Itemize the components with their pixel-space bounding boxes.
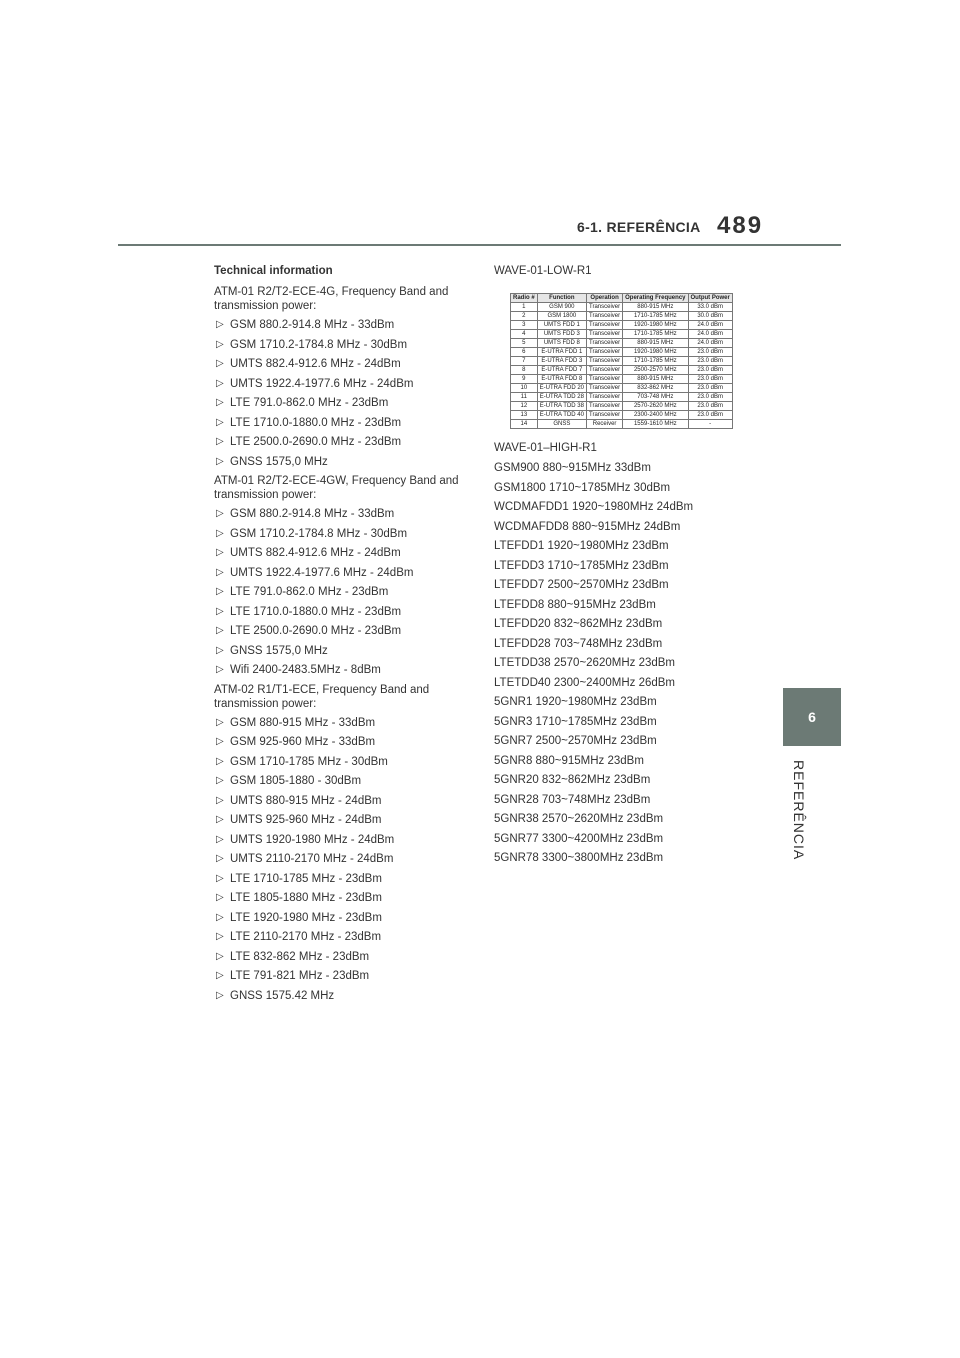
list-item bbox=[214, 338, 474, 352]
triangle-bullet-icon: ▷ bbox=[216, 970, 224, 981]
list-item-text: LTE 1710-1785 MHz - 23dBm bbox=[230, 872, 382, 885]
triangle-bullet-icon: ▷ bbox=[216, 436, 224, 447]
list-item: 5GNR8 880~915MHz 23dBm bbox=[494, 754, 644, 767]
table-row bbox=[511, 339, 733, 348]
list-item bbox=[214, 950, 474, 964]
wave-high-title: WAVE-01–HIGH-R1 bbox=[494, 442, 597, 454]
list-item bbox=[214, 507, 474, 521]
table-cell: 4 bbox=[511, 330, 538, 339]
page-header bbox=[0, 0, 960, 260]
table-cell: 13 bbox=[511, 411, 538, 420]
table-cell: 2 bbox=[511, 312, 538, 321]
table-row bbox=[511, 303, 733, 312]
list-item bbox=[214, 318, 474, 332]
triangle-bullet-icon: ▷ bbox=[216, 716, 224, 728]
triangle-bullet-icon: ▷ bbox=[216, 872, 224, 884]
table-cell: Transceiver bbox=[587, 339, 623, 348]
table-cell: 33.0 dBm bbox=[688, 303, 732, 312]
list-item bbox=[214, 891, 474, 905]
list-item-text: LTE 1710.0-1880.0 MHz - 23dBm bbox=[230, 416, 402, 429]
table-cell: 10 bbox=[511, 384, 538, 393]
table-cell: Transceiver bbox=[587, 312, 623, 321]
list-item-text: UMTS 1922.4-1977.6 MHz - 24dBm bbox=[230, 566, 414, 579]
header-rule bbox=[118, 244, 841, 246]
list-item-text: GNSS 1575.42 MHz bbox=[230, 989, 335, 1002]
section-title: 6-1. REFERÊNCIA bbox=[577, 219, 701, 235]
list-item bbox=[214, 930, 474, 944]
triangle-bullet-icon: ▷ bbox=[216, 586, 224, 597]
table-cell: 23.0 dBm bbox=[688, 402, 732, 411]
triangle-bullet-icon: ▷ bbox=[216, 547, 224, 558]
table-cell: 23.0 dBm bbox=[688, 348, 732, 357]
table-cell: 2500-2570 MHz bbox=[623, 366, 688, 375]
table-cell: 24.0 dBm bbox=[688, 330, 732, 339]
triangle-bullet-icon: ▷ bbox=[216, 931, 224, 942]
list-item: GSM1800 1710~1785MHz 30dBm bbox=[494, 481, 671, 494]
list-item: LTEFDD28 703~748MHz 23dBm bbox=[494, 637, 663, 650]
table-cell: UMTS FDD 1 bbox=[537, 321, 586, 330]
list-item-text: LTE 1710.0-1880.0 MHz - 23dBm bbox=[230, 605, 402, 618]
list-item: LTEFDD1 1920~1980MHz 23dBm bbox=[494, 540, 669, 552]
list-item bbox=[214, 716, 474, 730]
list-item-text: LTE 791-821 MHz - 23dBm bbox=[230, 970, 370, 982]
list-item bbox=[214, 377, 474, 391]
table-cell: Transceiver bbox=[587, 402, 623, 411]
table-row bbox=[511, 321, 733, 330]
triangle-bullet-icon: ▷ bbox=[216, 377, 224, 389]
table-cell: Transceiver bbox=[587, 348, 623, 357]
wave-high-list bbox=[494, 461, 764, 865]
list-item-text: LTE 2110-2170 MHz - 23dBm bbox=[230, 931, 382, 943]
list-item: LTETDD38 2570~2620MHz 23dBm bbox=[494, 657, 676, 669]
table-cell: - bbox=[688, 420, 732, 429]
table-cell: GSM 1800 bbox=[537, 312, 586, 321]
list-item-text: GSM 1710.2-1784.8 MHz - 30dBm bbox=[230, 527, 408, 540]
list-item-text: LTE 2500.0-2690.0 MHz - 23dBm bbox=[230, 625, 402, 637]
table-header-cell: Operating Frequency bbox=[623, 294, 688, 303]
wave-low-title: WAVE-01-LOW-R1 bbox=[494, 265, 592, 277]
left-column bbox=[214, 264, 474, 1008]
list-item-text: GSM 880.2-914.8 MHz - 33dBm bbox=[230, 508, 395, 520]
list-item: LTEFDD20 832~862MHz 23dBm bbox=[494, 618, 663, 630]
table-cell: GNSS bbox=[537, 420, 586, 429]
table-cell: Transceiver bbox=[587, 375, 623, 384]
table-row bbox=[511, 420, 733, 429]
table-cell: UMTS FDD 3 bbox=[537, 330, 586, 339]
table-cell: Transceiver bbox=[587, 357, 623, 366]
list-item-text: UMTS 1920-1980 MHz - 24dBm bbox=[230, 833, 395, 846]
group-intro: ATM-01 R2/T2-ECE-4GW, Frequency Band and transmission power: bbox=[214, 475, 459, 501]
list-item bbox=[214, 546, 474, 560]
table-cell: Transceiver bbox=[587, 366, 623, 375]
list-item-text: UMTS 880-915 MHz - 24dBm bbox=[230, 794, 382, 807]
list-item-text: LTE 1805-1880 MHz - 23dBm bbox=[230, 892, 382, 904]
list-item-text: LTE 832-862 MHz - 23dBm bbox=[230, 950, 370, 963]
table-row bbox=[511, 366, 733, 375]
list-item-text: LTE 791.0-862.0 MHz - 23dBm bbox=[230, 397, 389, 409]
table-cell: 880-915 MHz bbox=[623, 303, 688, 312]
triangle-bullet-icon: ▷ bbox=[216, 892, 224, 903]
table-cell: 23.0 dBm bbox=[688, 357, 732, 366]
table-header-cell: Radio # bbox=[511, 294, 538, 303]
table-row bbox=[511, 393, 733, 402]
list-item: 5GNR38 2570~2620MHz 23dBm bbox=[494, 813, 664, 825]
triangle-bullet-icon: ▷ bbox=[216, 755, 224, 767]
table-cell: 3 bbox=[511, 321, 538, 330]
table-cell: 1710-1785 MHz bbox=[623, 330, 688, 339]
band-list bbox=[214, 716, 474, 1003]
triangle-bullet-icon: ▷ bbox=[216, 338, 224, 350]
list-item: 5GNR77 3300~4200MHz 23dBm bbox=[494, 832, 664, 845]
table-cell: 5 bbox=[511, 339, 538, 348]
triangle-bullet-icon: ▷ bbox=[216, 358, 224, 369]
triangle-bullet-icon: ▷ bbox=[216, 319, 224, 330]
list-item: 5GNR78 3300~3800MHz 23dBm bbox=[494, 852, 664, 864]
table-cell: 703-748 MHz bbox=[623, 393, 688, 402]
list-item: 5GNR28 703~748MHz 23dBm bbox=[494, 793, 651, 806]
page-number: 489 bbox=[717, 212, 764, 239]
triangle-bullet-icon: ▷ bbox=[216, 416, 224, 428]
table-cell: E-UTRA FDD 20 bbox=[537, 384, 586, 393]
table-cell: 23.0 dBm bbox=[688, 375, 732, 384]
table-cell: 2570-2620 MHz bbox=[623, 402, 688, 411]
table-cell: 832-862 MHz bbox=[623, 384, 688, 393]
table-cell: 23.0 dBm bbox=[688, 384, 732, 393]
list-item-text: GSM 1710.2-1784.8 MHz - 30dBm bbox=[230, 338, 408, 351]
table-cell: 1920-1980 MHz bbox=[623, 348, 688, 357]
table-row bbox=[511, 357, 733, 366]
list-item bbox=[214, 416, 474, 430]
list-item: LTEFDD7 2500~2570MHz 23dBm bbox=[494, 579, 669, 591]
list-item-text: UMTS 882.4-912.6 MHz - 24dBm bbox=[230, 358, 401, 370]
triangle-bullet-icon: ▷ bbox=[216, 625, 224, 636]
table-cell: 12 bbox=[511, 402, 538, 411]
table-cell: 24.0 dBm bbox=[688, 339, 732, 348]
triangle-bullet-icon: ▷ bbox=[216, 989, 224, 1001]
list-item-text: LTE 791.0-862.0 MHz - 23dBm bbox=[230, 586, 389, 598]
table-header-cell: Operation bbox=[587, 294, 623, 303]
list-item bbox=[214, 852, 474, 866]
table-cell: 1710-1785 MHz bbox=[623, 312, 688, 321]
list-item: LTEFDD8 880~915MHz 23dBm bbox=[494, 598, 656, 611]
table-cell: 14 bbox=[511, 420, 538, 429]
radio-table-header bbox=[511, 294, 733, 303]
list-item bbox=[214, 435, 474, 449]
list-item-text: GSM 880.2-914.8 MHz - 33dBm bbox=[230, 319, 395, 331]
table-row bbox=[511, 402, 733, 411]
list-item: 5GNR3 1710~1785MHz 23dBm bbox=[494, 715, 657, 728]
table-cell: E-UTRA TDD 40 bbox=[537, 411, 586, 420]
list-item bbox=[214, 794, 474, 808]
table-cell: 2300-2400 MHz bbox=[623, 411, 688, 420]
list-item-text: UMTS 882.4-912.6 MHz - 24dBm bbox=[230, 547, 401, 559]
list-item-text: GSM 1805-1880 - 30dBm bbox=[230, 775, 362, 787]
triangle-bullet-icon: ▷ bbox=[216, 853, 224, 864]
table-cell: E-UTRA FDD 1 bbox=[537, 348, 586, 357]
triangle-bullet-icon: ▷ bbox=[216, 833, 224, 845]
list-item bbox=[214, 989, 474, 1003]
table-row bbox=[511, 384, 733, 393]
list-item: LTETDD40 2300~2400MHz 26dBm bbox=[494, 676, 676, 689]
table-header-cell: Output Power bbox=[688, 294, 732, 303]
table-row bbox=[511, 348, 733, 357]
band-list bbox=[214, 318, 474, 469]
table-cell: 880-915 MHz bbox=[623, 375, 688, 384]
radio-table bbox=[510, 293, 733, 429]
table-row bbox=[511, 330, 733, 339]
table-cell: E-UTRA TDD 28 bbox=[537, 393, 586, 402]
list-item: GSM900 880~915MHz 33dBm bbox=[494, 462, 651, 474]
list-item: 5GNR7 2500~2570MHz 23dBm bbox=[494, 735, 657, 747]
list-item bbox=[214, 911, 474, 925]
table-cell: GSM 900 bbox=[537, 303, 586, 312]
chapter-tab: 6 bbox=[783, 688, 841, 746]
table-cell: 23.0 dBm bbox=[688, 393, 732, 402]
table-cell: 880-915 MHz bbox=[623, 339, 688, 348]
table-cell: Receiver bbox=[587, 420, 623, 429]
left-groups bbox=[214, 285, 474, 1003]
list-item-text: UMTS 925-960 MHz - 24dBm bbox=[230, 814, 382, 826]
list-item bbox=[214, 735, 474, 749]
triangle-bullet-icon: ▷ bbox=[216, 527, 224, 539]
table-cell: Transceiver bbox=[587, 303, 623, 312]
table-cell: E-UTRA FDD 7 bbox=[537, 366, 586, 375]
list-item bbox=[214, 969, 474, 983]
triangle-bullet-icon: ▷ bbox=[216, 566, 224, 578]
list-item bbox=[214, 774, 474, 788]
table-cell: 11 bbox=[511, 393, 538, 402]
table-cell: Transceiver bbox=[587, 393, 623, 402]
technical-info-heading: Technical information bbox=[214, 265, 333, 277]
list-item-text: Wifi 2400-2483.5MHz - 8dBm bbox=[230, 664, 381, 676]
group-intro: ATM-02 R1/T1-ECE, Frequency Band and transmission power: bbox=[214, 683, 430, 710]
list-item bbox=[214, 605, 474, 619]
triangle-bullet-icon: ▷ bbox=[216, 455, 224, 467]
table-cell: 9 bbox=[511, 375, 538, 384]
triangle-bullet-icon: ▷ bbox=[216, 794, 224, 806]
table-cell: UMTS FDD 8 bbox=[537, 339, 586, 348]
list-item bbox=[214, 644, 474, 658]
table-cell: Transceiver bbox=[587, 384, 623, 393]
table-row bbox=[511, 411, 733, 420]
list-item bbox=[214, 663, 474, 677]
list-item bbox=[214, 396, 474, 410]
triangle-bullet-icon: ▷ bbox=[216, 911, 224, 923]
list-item: WCDMAFDD1 1920~1980MHz 24dBm bbox=[494, 501, 694, 513]
list-item-text: LTE 1920-1980 MHz - 23dBm bbox=[230, 911, 382, 924]
table-row bbox=[511, 312, 733, 321]
triangle-bullet-icon: ▷ bbox=[216, 736, 224, 747]
table-cell: 24.0 dBm bbox=[688, 321, 732, 330]
list-item bbox=[214, 455, 474, 469]
band-list bbox=[214, 507, 474, 677]
table-cell: 1920-1980 MHz bbox=[623, 321, 688, 330]
list-item: 5GNR20 832~862MHz 23dBm bbox=[494, 774, 651, 786]
triangle-bullet-icon: ▷ bbox=[216, 775, 224, 786]
table-cell: 23.0 dBm bbox=[688, 411, 732, 420]
triangle-bullet-icon: ▷ bbox=[216, 664, 224, 675]
list-item-text: GNSS 1575,0 MHz bbox=[230, 455, 328, 468]
list-item-text: UMTS 1922.4-1977.6 MHz - 24dBm bbox=[230, 377, 414, 390]
triangle-bullet-icon: ▷ bbox=[216, 397, 224, 408]
list-item bbox=[214, 813, 474, 827]
table-header-cell: Function bbox=[537, 294, 586, 303]
list-item bbox=[214, 585, 474, 599]
chapter-label: REFERÊNCIA bbox=[791, 760, 807, 861]
triangle-bullet-icon: ▷ bbox=[216, 814, 224, 825]
triangle-bullet-icon: ▷ bbox=[216, 644, 224, 656]
table-cell: 7 bbox=[511, 357, 538, 366]
table-cell: 23.0 dBm bbox=[688, 366, 732, 375]
list-item: 5GNR1 1920~1980MHz 23dBm bbox=[494, 696, 657, 708]
list-item-text: LTE 2500.0-2690.0 MHz - 23dBm bbox=[230, 436, 402, 448]
table-cell: Transceiver bbox=[587, 330, 623, 339]
triangle-bullet-icon: ▷ bbox=[216, 950, 224, 962]
list-item bbox=[214, 872, 474, 886]
list-item-text: GSM 1710-1785 MHz - 30dBm bbox=[230, 755, 388, 768]
radio-table-body bbox=[511, 303, 733, 429]
list-item: WCDMAFDD8 880~915MHz 24dBm bbox=[494, 520, 681, 533]
list-item-text: UMTS 2110-2170 MHz - 24dBm bbox=[230, 853, 394, 865]
table-cell: 30.0 dBm bbox=[688, 312, 732, 321]
table-cell: 6 bbox=[511, 348, 538, 357]
list-item bbox=[214, 833, 474, 847]
list-item bbox=[214, 624, 474, 638]
table-cell: 1710-1785 MHz bbox=[623, 357, 688, 366]
table-cell: Transceiver bbox=[587, 411, 623, 420]
list-item bbox=[214, 755, 474, 769]
triangle-bullet-icon: ▷ bbox=[216, 508, 224, 519]
group-intro: ATM-01 R2/T2-ECE-4G, Frequency Band and transmission power: bbox=[214, 286, 449, 312]
list-item-text: GSM 925-960 MHz - 33dBm bbox=[230, 736, 376, 748]
list-item-text: GNSS 1575,0 MHz bbox=[230, 644, 328, 657]
list-item bbox=[214, 527, 474, 541]
table-row bbox=[511, 375, 733, 384]
table-cell: 1559-1610 MHz bbox=[623, 420, 688, 429]
table-cell: E-UTRA FDD 3 bbox=[537, 357, 586, 366]
table-cell: E-UTRA FDD 8 bbox=[537, 375, 586, 384]
table-cell: Transceiver bbox=[587, 321, 623, 330]
triangle-bullet-icon: ▷ bbox=[216, 605, 224, 617]
table-cell: E-UTRA TDD 38 bbox=[537, 402, 586, 411]
list-item bbox=[214, 357, 474, 371]
list-item: LTEFDD3 1710~1785MHz 23dBm bbox=[494, 559, 669, 572]
table-cell: 1 bbox=[511, 303, 538, 312]
table-cell: 8 bbox=[511, 366, 538, 375]
list-item bbox=[214, 566, 474, 580]
list-item-text: GSM 880-915 MHz - 33dBm bbox=[230, 716, 376, 729]
right-column bbox=[494, 264, 764, 871]
